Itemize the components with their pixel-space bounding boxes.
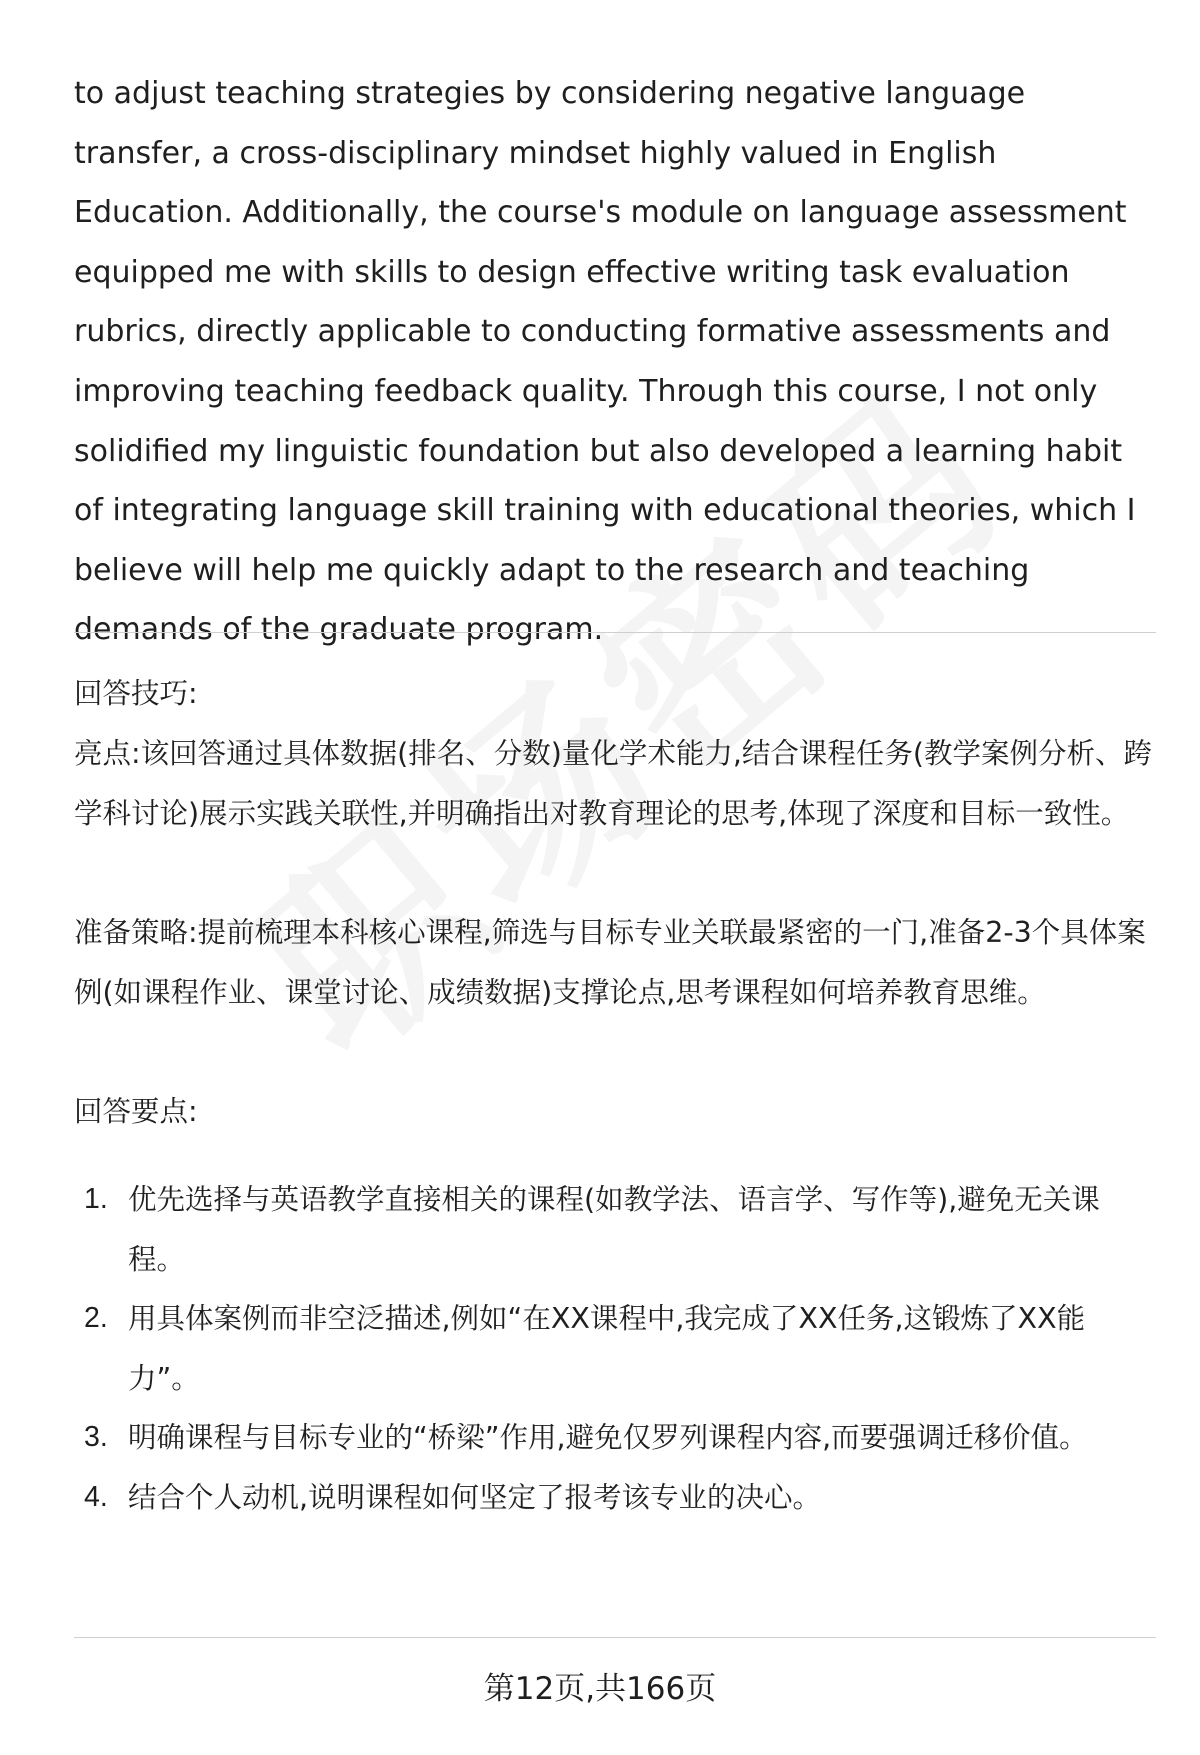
list-item-text: 优先选择与英语教学直接相关的课程(如教学法、语言学、写作等),避免无关课程。 <box>128 1183 1100 1276</box>
list-item-number: 2. <box>84 1302 108 1335</box>
list-item-text: 明确课程与目标专业的“桥梁”作用,避免仅罗列课程内容,而要强调迁移价值。 <box>128 1421 1088 1455</box>
list-item <box>74 1289 1154 1408</box>
list-item <box>74 1170 1154 1289</box>
list-item-number: 1. <box>84 1183 108 1215</box>
page-number-footer: 第12页,共166页 <box>483 1671 717 1707</box>
list-item-number: 3. <box>84 1421 108 1454</box>
english-answer-paragraph: to adjust teaching strategies by considering negative language transfer, a cross-disciplinary mindset highly valued in English Education. Additionally, the course's module on language assessment equipped me with skills to design effective writing task evaluation rubrics, directly applicable to conducting formative assessments and improving teaching feedback quality. Through this course, I not only solidified my linguistic foundation but also developed a learning habit of integrating language skill training with educational theories, which I believe will help me quickly adapt to the research and teaching demands of the graduate program. <box>74 76 1136 648</box>
tips-label: 回答技巧: <box>74 677 198 710</box>
section-divider-top <box>74 632 1156 633</box>
list-item <box>74 1468 1154 1528</box>
strategy-paragraph: 准备策略:提前梳理本科核心课程,筛选与目标专业关联最紧密的一门,准备2-3个具体案例(如课程作业、课堂讨论、成绩数据)支撑论点,思考课程如何培养教育思维。 <box>74 916 1146 1009</box>
points-label: 回答要点: <box>74 1095 198 1128</box>
highlight-paragraph: 亮点:该回答通过具体数据(排名、分数)量化学术能力,结合课程任务(教学案例分析、跨学科讨论)展示实践关联性,并明确指出对教育理论的思考,体现了深度和目标一致性。 <box>74 737 1153 830</box>
section-divider-bottom <box>74 1637 1156 1638</box>
answer-points-list <box>74 1170 1154 1528</box>
list-item-number: 4. <box>84 1480 108 1513</box>
list-item <box>74 1408 1154 1468</box>
list-item-text: 用具体案例而非空泛描述,例如“在XX课程中,我完成了XX任务,这锻炼了XX能力”。 <box>128 1302 1086 1395</box>
list-item-text: 结合个人动机,说明课程如何坚定了报考该专业的决心。 <box>128 1480 822 1514</box>
